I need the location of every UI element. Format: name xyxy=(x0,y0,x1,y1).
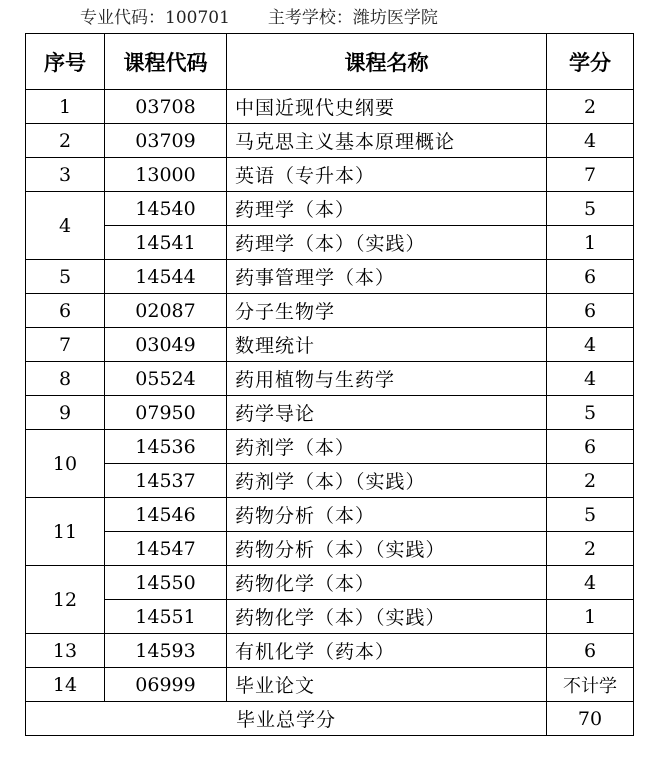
table-row xyxy=(26,566,634,600)
course-credit: 5 xyxy=(547,498,634,532)
course-name: 药事管理学（本） xyxy=(227,260,547,294)
course-credit: 7 xyxy=(547,158,634,192)
course-code: 14547 xyxy=(105,532,227,566)
table-row xyxy=(26,532,634,566)
course-name: 毕业论文 xyxy=(227,668,547,702)
course-code: 14540 xyxy=(105,192,227,226)
row-seq: 3 xyxy=(26,158,105,192)
row-seq: 10 xyxy=(26,430,105,498)
column-header-code: 课程代码 xyxy=(105,34,227,90)
course-code: 03708 xyxy=(105,90,227,124)
course-code: 14537 xyxy=(105,464,227,498)
course-code: 07950 xyxy=(105,396,227,430)
table-row xyxy=(26,192,634,226)
course-name: 有机化学（药本） xyxy=(227,634,547,668)
course-table xyxy=(25,33,634,736)
course-code: 14550 xyxy=(105,566,227,600)
course-name: 药理学（本） xyxy=(227,192,547,226)
course-credit: 6 xyxy=(547,634,634,668)
course-credit: 2 xyxy=(547,90,634,124)
row-seq: 14 xyxy=(26,668,105,702)
table-row xyxy=(26,226,634,260)
course-code: 05524 xyxy=(105,362,227,396)
row-seq: 2 xyxy=(26,124,105,158)
course-credit: 不计学 xyxy=(547,668,634,702)
table-row xyxy=(26,328,634,362)
course-code: 14593 xyxy=(105,634,227,668)
row-seq: 5 xyxy=(26,260,105,294)
row-seq: 11 xyxy=(26,498,105,566)
course-credit: 1 xyxy=(547,600,634,634)
row-seq: 13 xyxy=(26,634,105,668)
course-code: 14546 xyxy=(105,498,227,532)
course-code: 06999 xyxy=(105,668,227,702)
table-row xyxy=(26,294,634,328)
total-row xyxy=(26,702,634,736)
course-name: 药学导论 xyxy=(227,396,547,430)
row-seq: 9 xyxy=(26,396,105,430)
row-seq: 1 xyxy=(26,90,105,124)
table-row xyxy=(26,600,634,634)
course-name: 药剂学（本）（实践） xyxy=(227,464,547,498)
course-name: 数理统计 xyxy=(227,328,547,362)
table-row xyxy=(26,396,634,430)
course-name: 英语（专升本） xyxy=(227,158,547,192)
course-credit: 4 xyxy=(547,362,634,396)
table-row xyxy=(26,634,634,668)
table-row xyxy=(26,464,634,498)
row-seq: 12 xyxy=(26,566,105,634)
table-row xyxy=(26,260,634,294)
course-name: 药物化学（本） xyxy=(227,566,547,600)
total-credits-value: 70 xyxy=(547,702,634,736)
row-seq: 4 xyxy=(26,192,105,260)
table-row xyxy=(26,90,634,124)
course-name: 药物分析（本）（实践） xyxy=(227,532,547,566)
table-row xyxy=(26,498,634,532)
course-code: 02087 xyxy=(105,294,227,328)
course-code: 14544 xyxy=(105,260,227,294)
column-header-seq: 序号 xyxy=(26,34,105,90)
table-row xyxy=(26,430,634,464)
course-credit: 2 xyxy=(547,464,634,498)
course-credit: 4 xyxy=(547,566,634,600)
school-label: 主考学校： xyxy=(267,8,353,28)
course-name: 药物化学（本）（实践） xyxy=(227,600,547,634)
major-code-label: 专业代码： xyxy=(80,8,165,28)
course-credit: 1 xyxy=(547,226,634,260)
table-row xyxy=(26,668,634,702)
school-value: 潍坊医学院 xyxy=(352,8,438,28)
course-credit: 4 xyxy=(547,124,634,158)
total-credits-label: 毕业总学分 xyxy=(26,702,547,736)
course-credit: 5 xyxy=(547,396,634,430)
course-name: 药物分析（本） xyxy=(227,498,547,532)
major-code-value: 100701 xyxy=(165,8,230,28)
table-row xyxy=(26,158,634,192)
course-credit: 6 xyxy=(547,430,634,464)
course-credit: 5 xyxy=(547,192,634,226)
course-code: 13000 xyxy=(105,158,227,192)
table-header-row xyxy=(26,34,634,90)
course-name: 马克思主义基本原理概论 xyxy=(227,124,547,158)
column-header-credit: 学分 xyxy=(547,34,634,90)
column-header-name: 课程名称 xyxy=(227,34,547,90)
course-name: 分子生物学 xyxy=(227,294,547,328)
course-credit: 6 xyxy=(547,294,634,328)
course-code: 14551 xyxy=(105,600,227,634)
course-code: 03049 xyxy=(105,328,227,362)
course-code: 14536 xyxy=(105,430,227,464)
row-seq: 7 xyxy=(26,328,105,362)
course-credit: 2 xyxy=(547,532,634,566)
course-name: 药理学（本）（实践） xyxy=(227,226,547,260)
row-seq: 6 xyxy=(26,294,105,328)
course-credit: 6 xyxy=(547,260,634,294)
course-code: 14541 xyxy=(105,226,227,260)
course-name: 药用植物与生药学 xyxy=(227,362,547,396)
table-row xyxy=(26,124,634,158)
row-seq: 8 xyxy=(26,362,105,396)
course-name: 中国近现代史纲要 xyxy=(227,90,547,124)
course-credit: 4 xyxy=(547,328,634,362)
table-row xyxy=(26,362,634,396)
course-name: 药剂学（本） xyxy=(227,430,547,464)
page-header xyxy=(80,4,438,32)
course-code: 03709 xyxy=(105,124,227,158)
